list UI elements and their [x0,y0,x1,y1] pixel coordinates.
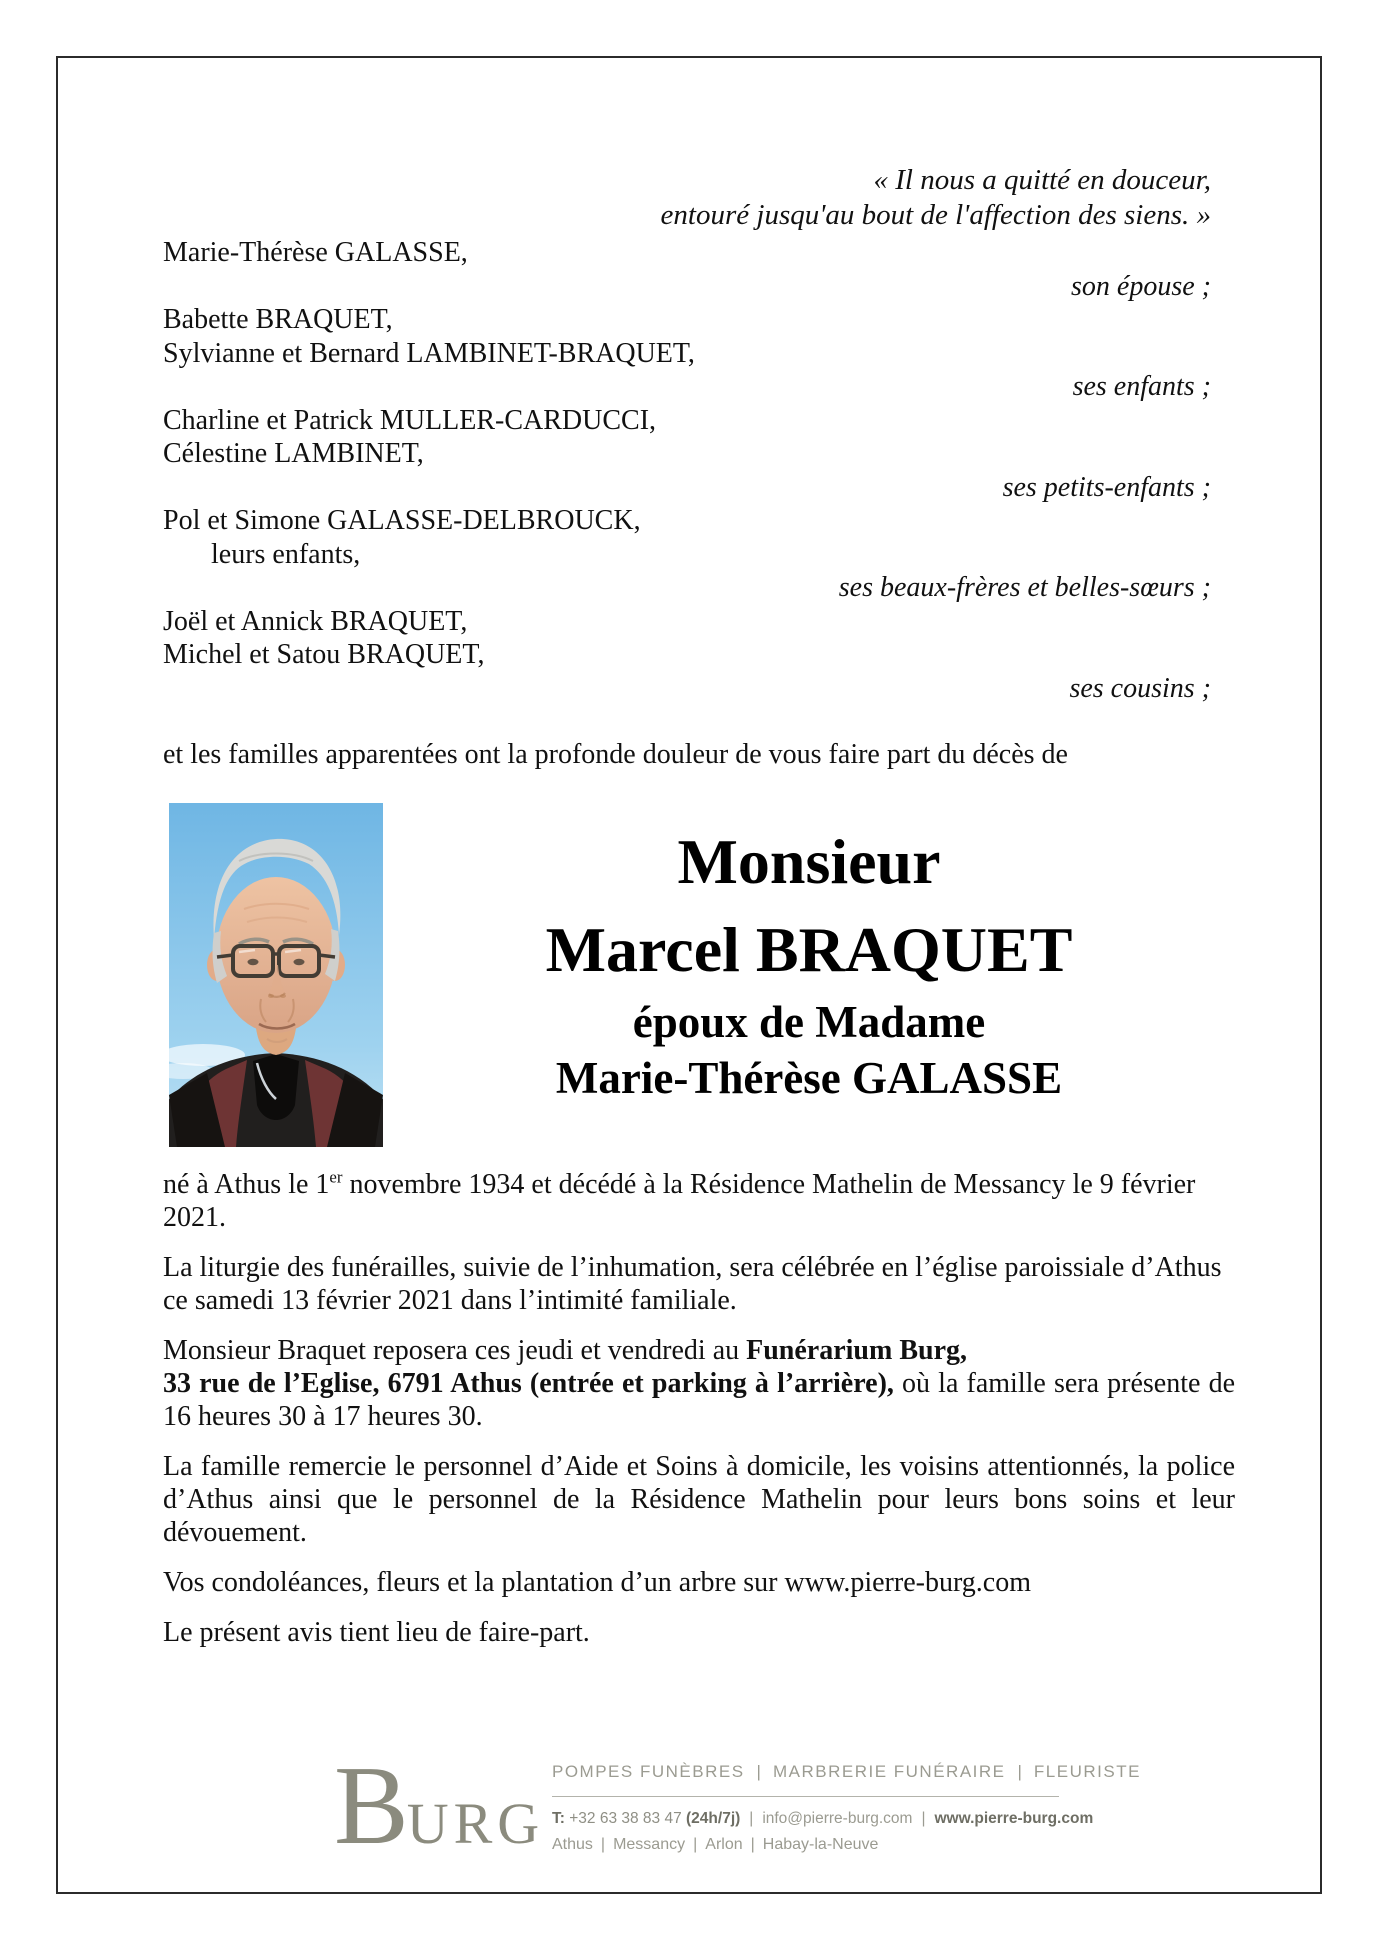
services-line [552,1761,1141,1783]
family-line: Pol et Simone GALASSE-DELBROUCK, [163,505,641,536]
portrait-photo-graphic [169,803,383,1147]
deceased-title-block [383,818,1235,1106]
deceased-name: Marcel BRAQUET [545,914,1073,985]
city-messancy: Messancy [613,1836,686,1853]
funeral-home-footer [552,1761,1141,1855]
footer-divider-rule [552,1796,1059,1797]
repose-text: Monsieur Braquet reposera ces jeudi et vendredi au [163,1335,747,1366]
divider-bar: | [749,1810,754,1827]
family-line: leurs enfants, [211,538,361,570]
ordinal-superscript: er [329,1167,343,1187]
page-border-frame [56,56,1322,1894]
family-list [163,236,1235,705]
family-line: Michel et Satou BRAQUET, [163,639,485,670]
phone-label: T: [552,1810,565,1827]
deceased-spouse-line1: époux de Madame [632,997,986,1047]
contact-line [552,1809,1122,1829]
birth-death-text-continued: novembre 1934 et décédé à la Résidence Mathelin de Messancy le 9 février 2021. [163,1169,1196,1233]
city-athus: Athus [552,1836,593,1853]
birth-death-text: né à Athus le 1 [163,1169,330,1200]
divider-bar: | [693,1836,698,1853]
notice-paragraph: Le présent avis tient lieu de faire-part. [163,1617,590,1648]
relation-label: ses beaux-frères et belles-sœurs ; [838,572,1211,603]
burg-logo-rest: URG [406,1791,545,1856]
funerarium-address: 33 rue de l’Eglise, 6791 Athus (entrée et parking à l’arrière), [163,1368,894,1399]
repose-paragraph [163,1334,1235,1433]
divider-bar: | [921,1810,926,1827]
email-address: info@pierre-burg.com [762,1810,913,1827]
relation-label: son épouse ; [1071,270,1211,302]
deceased-title: Monsieur [677,826,941,897]
divider-bar: | [750,1836,755,1853]
service-fleuriste: FLEURISTE [1033,1762,1141,1781]
cities-line [552,1835,1122,1855]
burg-logo-initial: B [334,1744,409,1868]
relation-label: ses petits-enfants ; [1002,471,1211,503]
deceased-spouse-line2: Marie-Thérèse GALASSE [555,1053,1063,1103]
quote-line-2: entouré jusqu'au bout de l'affection des siens. » [660,199,1211,231]
phone-number: +32 63 38 83 47 [564,1810,687,1827]
funerarium-name: Funérarium Burg, [746,1335,968,1366]
service-pompes-funebres: POMPES FUNÈBRES [552,1762,745,1781]
birth-death-paragraph [163,1168,1235,1234]
body-text [163,1168,1235,1666]
portrait-photo [169,803,383,1147]
city-habay: Habay-la-Neuve [762,1836,879,1853]
city-arlon: Arlon [705,1836,743,1853]
quote-line-1: « Il nous a quitté en douceur, [873,164,1211,196]
family-line: Babette BRAQUET, [163,304,393,335]
family-line: Charline et Patrick MULLER-CARDUCCI, [163,404,657,436]
death-announcement-line: et les familles apparentées ont la profonde douleur de vous faire part du décès de [163,739,1068,770]
divider-bar: | [600,1836,606,1853]
website-url: www.pierre-burg.com [934,1810,1094,1827]
relation-label: ses cousins ; [1069,672,1211,704]
family-line: Célestine LAMBINET, [163,438,424,469]
burg-logo [334,1744,545,1868]
thanks-paragraph: La famille remercie le personnel d’Aide et Soins à domicile, les voisins attentionnés, la police d’Athus ainsi que le personnel de la Résidence Mathelin pour leurs bons soins et leur dévouement. [163,1451,1235,1548]
family-line: Marie-Thérèse GALASSE, [163,237,468,268]
hours-badge: (24h/7j) [686,1810,741,1827]
opening-quote [163,163,1235,233]
family-line: Joël et Annick BRAQUET, [163,605,468,637]
family-line: Sylvianne et Bernard LAMBINET-BRAQUET, [163,337,695,369]
condolences-paragraph: Vos condoléances, fleurs et la plantation d’un arbre sur www.pierre-burg.com [163,1567,1031,1598]
service-marbrerie: MARBRERIE FUNÉRAIRE [772,1762,1006,1781]
relation-label: ses enfants ; [1072,371,1211,402]
divider-bar: | [1017,1762,1022,1781]
divider-bar: | [756,1762,761,1781]
repose-text-continued: où la famille sera présente de 16 heures 30 à 17 heures 30. [163,1368,1235,1432]
liturgy-paragraph: La liturgie des funérailles, suivie de l’inhumation, sera célébrée en l’église paroissiale d’Athus ce samedi 13 février 2021 dans l’intimité familiale. [163,1252,1222,1316]
